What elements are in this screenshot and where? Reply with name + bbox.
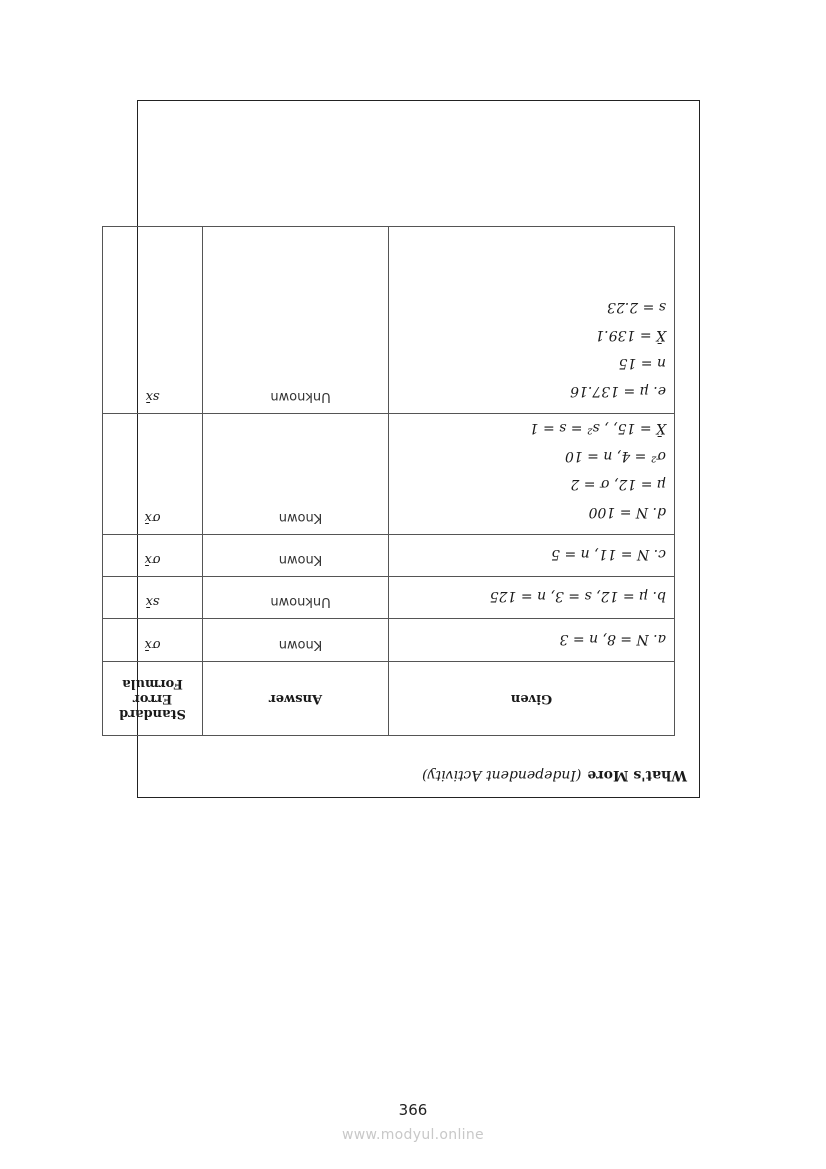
formula-symbol: σx̄: [144, 637, 161, 652]
formula-symbol: σx̄: [144, 552, 161, 567]
given-line: c. N = 11, n = 5: [551, 546, 666, 562]
given-line: n = 15: [618, 355, 666, 371]
given-cell: [389, 577, 675, 619]
given-cell: [389, 414, 675, 535]
formula-cell: [103, 577, 203, 619]
answer-text: Unknown: [270, 389, 331, 404]
given-line: e. μ = 137.16: [570, 383, 666, 399]
formula-symbol: sx̄: [145, 389, 160, 404]
formula-cell: [103, 227, 203, 414]
given-cell: [389, 619, 675, 662]
given-line: X̄ = 15, , s² = s = 1: [529, 420, 666, 436]
answer-cell: [203, 619, 389, 662]
table-row: [103, 535, 675, 577]
standard-error-table: [102, 226, 675, 736]
table-header-row: [103, 662, 675, 736]
section-heading: [422, 767, 687, 783]
header-given: Given: [389, 662, 675, 736]
answer-text: Unknown: [270, 594, 331, 609]
activity-frame: [119, 100, 700, 798]
given-line: s = 2.23: [607, 299, 666, 315]
table-row: [103, 414, 675, 535]
answer-cell: [203, 414, 389, 535]
header-answer: Answer: [203, 662, 389, 736]
answer-text: Known: [278, 510, 323, 525]
answer-cell: [203, 535, 389, 577]
table-row: [103, 577, 675, 619]
formula-cell: [103, 619, 203, 662]
given-line: μ = 12, σ = 2: [570, 476, 666, 492]
heading-subtitle: (Independent Activity): [422, 767, 582, 783]
given-line: b. μ = 12, s = 3, n = 125: [489, 588, 666, 604]
answer-cell: [203, 227, 389, 414]
formula-symbol: σx̄: [144, 510, 161, 525]
given-cell: [389, 227, 675, 414]
answer-cell: [203, 577, 389, 619]
heading-title: What's More: [587, 767, 687, 783]
formula-symbol: sx̄: [145, 594, 160, 609]
given-line: d. N = 100: [588, 504, 666, 520]
answer-text: Known: [278, 552, 323, 567]
given-cell: [389, 535, 675, 577]
given-line: X̄ = 139.1: [595, 327, 666, 343]
page-number: 366: [398, 1101, 428, 1119]
given-line: σ² = 4, n = 10: [564, 448, 666, 464]
given-line: a. N = 8, n = 3: [559, 631, 666, 647]
rotated-content: [119, 101, 699, 797]
table-row: [103, 619, 675, 662]
formula-cell: [103, 535, 203, 577]
table-row: [103, 227, 675, 414]
watermark: www.modyul.online: [342, 1127, 484, 1143]
header-formula: Standard Error Formula: [103, 662, 203, 736]
formula-cell: [103, 414, 203, 535]
answer-text: Known: [278, 637, 323, 652]
